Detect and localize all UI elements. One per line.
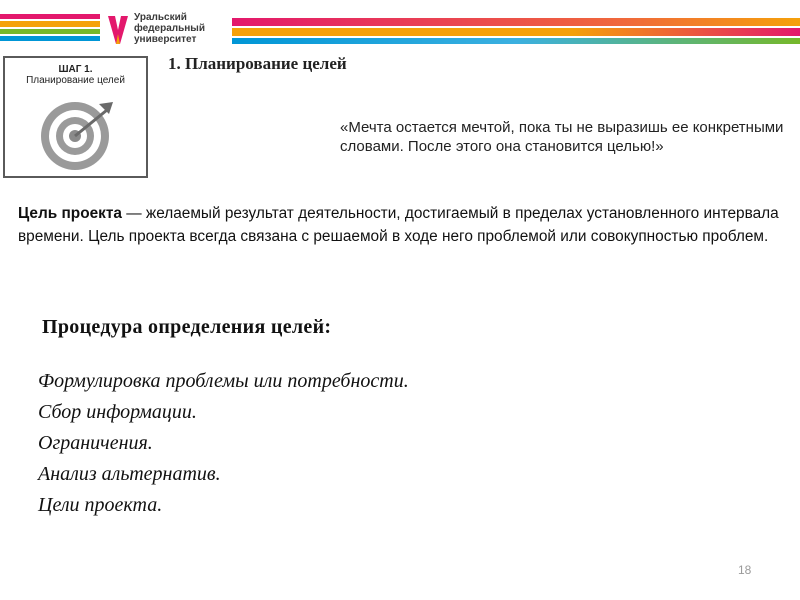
step-subtitle: Планирование целей: [26, 75, 125, 86]
header-stripes-left: [0, 14, 100, 46]
definition-term: Цель проекта: [18, 205, 122, 222]
list-item: Ограничения.: [38, 432, 153, 454]
logo-text: Уральский федеральный университет: [134, 12, 205, 45]
step-box: [3, 56, 148, 178]
list-item: Цели проекта.: [38, 494, 163, 516]
list-item: Сбор информации.: [38, 401, 197, 423]
quote: «Мечта остается мечтой, пока ты не выразишь ее конкретными словами. После этого она становится целью!»: [340, 119, 784, 155]
target-icon: [37, 96, 117, 172]
definition-text: — желаемый результат деятельности, достигаемый в пределах установленного интервала времени. Цель проекта всегда связана с решаемой в ходе него проблемой или совокупностью проблем.: [18, 205, 779, 245]
urfu-logo-icon: [106, 14, 130, 48]
page-number: 18: [738, 563, 752, 577]
list-item: Анализ альтернатив.: [38, 463, 221, 485]
list-item: Формулировка проблемы или потребности.: [38, 370, 409, 392]
section-heading: 1. Планирование целей: [168, 54, 347, 73]
procedure-steps: [38, 366, 409, 521]
step-title: ШАГ 1.: [58, 64, 93, 75]
university-logo: [106, 12, 226, 52]
header-stripes-right: [232, 14, 800, 46]
procedure-heading: Процедура определения целей:: [42, 316, 332, 338]
definition-paragraph: [18, 202, 788, 248]
